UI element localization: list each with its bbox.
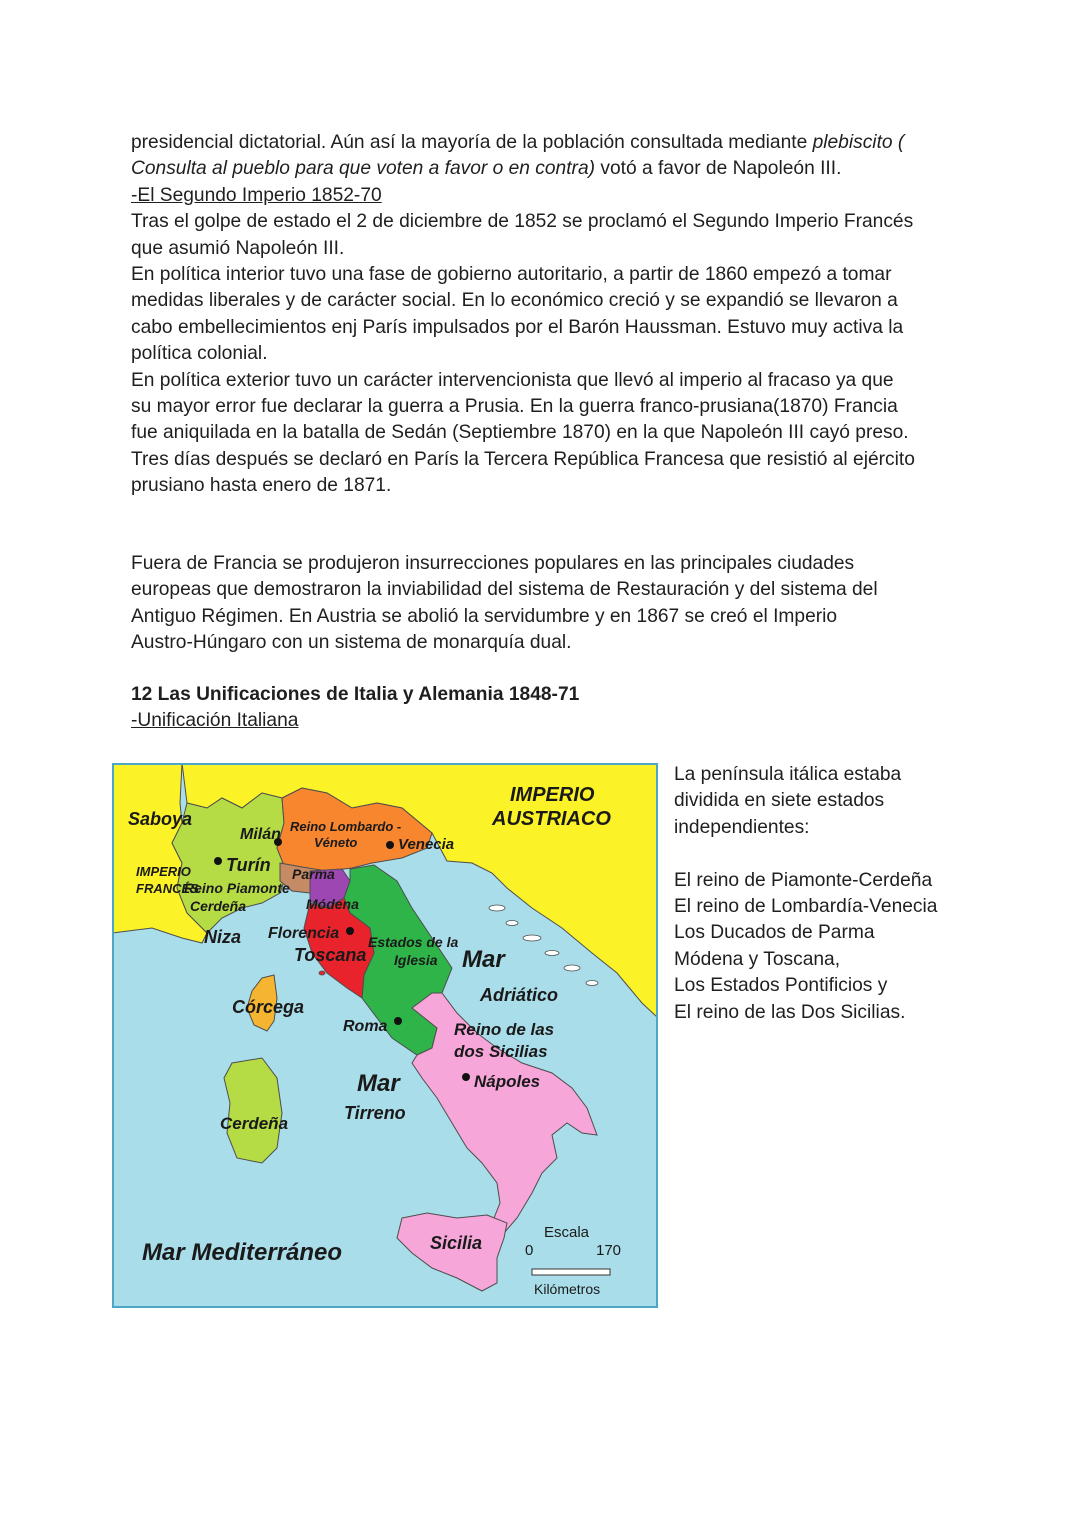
label-parma: Parma [292,866,335,882]
italian-unification-heading: -Unificación Italiana [131,710,299,732]
label-mar-mediterraneo: Mar Mediterráneo [142,1239,343,1266]
paragraph-line: Tras el golpe de estado el 2 de diciembre de 1852 se proclamó el Segundo Imperio Francés [131,211,914,233]
outside-france-paragraph [131,551,961,657]
island [545,951,559,956]
venice-dot [386,841,394,849]
paragraph-line: Austro-Húngaro con un sistema de monarquía dual. [131,632,572,654]
italy-map [112,763,658,1308]
paragraph-line: Fuera de Francia se produjeron insurrecciones populares en las principales ciudades [131,553,855,574]
italy-states-description [674,762,974,1026]
label-austriaco: AUSTRIACO [492,808,611,830]
scale-zero: 0 [525,1242,534,1259]
side-intro-line: dividida en siete estados [674,790,885,812]
label-tirreno: Tirreno [344,1103,406,1123]
paragraph-line: En política interior tuvo una fase de gobierno autoritario, a partir de 1860 empezó a tomar [131,264,892,286]
turin-dot [214,857,222,865]
label-estados-de-la: Estados de la [368,934,459,950]
label-milan: Milán [240,826,281,843]
label-saboya: Saboya [128,809,193,829]
label-toscana: Toscana [294,945,367,965]
rome-dot [394,1017,402,1025]
scale-title: Escala [544,1224,590,1241]
label-turin: Turín [226,855,271,875]
label-reino-de-las: Reino de las [454,1020,555,1039]
state-item: El reino de Lombardía-Venecia [674,896,938,918]
side-intro-line: independientes: [674,816,810,838]
island [506,921,518,926]
label-reino-piamonte: Reino Piamonte [184,880,290,896]
label-mar-tirreno: Mar [357,1070,400,1097]
intro-line-1 [131,130,961,156]
paragraph-line: europeas que demostraron la inviabilidad del sistema de Restauración y del sistema del [131,579,878,601]
paragraph-line: prusiano hasta enero de 1871. [131,475,392,497]
intro-line-2 [131,156,961,182]
label-cerdena-reino: Cerdeña [190,898,247,914]
elba-island [319,971,325,975]
label-iglesia: Iglesia [394,952,438,968]
label-adriatico: Adriático [480,985,559,1005]
label-florencia: Florencia [268,925,340,942]
plebiscito-definition: Consulta al pueblo para que voten a favor o en contra) [131,158,596,180]
paragraph-line: política colonial. [131,343,268,365]
label-frances: FRANCÉS [136,881,199,896]
label-imperio-austriaco: IMPERIO [510,784,595,806]
label-cerdena-isla: Cerdeña [220,1114,289,1133]
state-item: El reino de Piamonte-Cerdeña [674,869,933,891]
label-mar-adriatico: Mar [462,946,505,973]
state-item: El reino de las Dos Sicilias. [674,1001,906,1023]
paragraph-line: En política exterior tuvo un carácter intervencionista que llevó al imperio al fracaso ya que [131,369,894,391]
paragraph-line: fue aniquilada en la batalla de Sedán (Septiembre 1870) en la que Napoleón III cayó preso. [131,422,909,444]
sardinia-island [224,1058,282,1163]
state-item: Los Ducados de Parma [674,922,875,944]
state-item: Módena y Toscana, [674,948,841,970]
plebiscito-term: plebiscito ( [812,132,905,153]
label-reino-lombardo: Reino Lombardo - [290,819,402,834]
label-imperio-frances: IMPERIO [136,864,191,879]
paragraph-line: Tres días después se declaró en París la Tercera República Francesa que resistió al ejército [131,448,915,470]
label-dos-sicilias: dos Sicilias [454,1042,548,1061]
scale-bar-graphic [532,1269,610,1275]
label-venecia: Venecia [398,836,455,853]
florence-dot [346,927,354,935]
side-intro-line: La península itálica estaba [674,764,902,785]
scale-170: 170 [596,1242,622,1259]
label-roma: Roma [343,1018,388,1035]
island [523,935,541,941]
label-corcega: Córcega [232,997,305,1017]
second-empire-heading: -El Segundo Imperio 1852-70 [131,184,382,206]
intro-text-1: presidencial dictatorial. Aún así la mayoría de la población consultada mediante [131,132,813,153]
section-title: 12 Las Unificaciones de Italia y Alemania 1848-71 [131,684,580,705]
paragraph-line: su mayor error fue declarar la guerra a Prusia. En la guerra franco-prusiana(1870) Francia [131,396,898,418]
paragraph-line: cabo embellecimientos enj París impulsados por el Barón Haussman. Estuvo muy activa la [131,316,904,338]
naples-dot [462,1073,470,1081]
label-sicilia: Sicilia [430,1233,483,1253]
label-napoles: Nápoles [474,1072,541,1091]
intro-text-2: votó a favor de Napoleón III. [595,158,842,180]
state-item: Los Estados Pontificios y [674,975,888,997]
section-12 [131,682,961,735]
side-spacer [674,841,974,867]
paragraph-line: que asumió Napoleón III. [131,237,345,259]
paragraph-line: medidas liberales y de carácter social. En lo económico creció y se expandió se llevaron a [131,290,898,312]
label-niza: Niza [204,927,242,947]
label-modena: Módena [306,896,359,912]
intro-paragraph [131,130,961,500]
label-veneto: Véneto [314,835,358,850]
scale-units: Kilómetros [534,1281,601,1297]
paragraph-line: Antiguo Régimen. En Austria se abolió la servidumbre y en 1867 se creó el Imperio [131,605,838,627]
island [564,965,580,971]
island [586,981,598,986]
island [489,905,505,911]
